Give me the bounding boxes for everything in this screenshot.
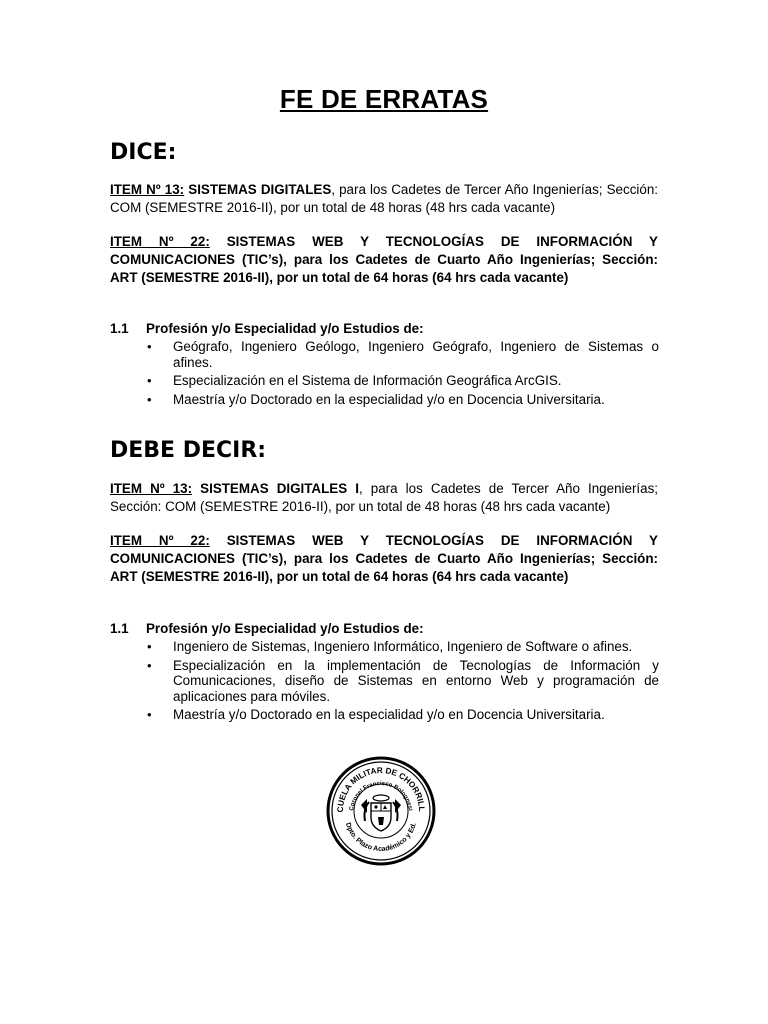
dice-item-22-text: SISTEMAS WEB Y TECNOLOGÍAS DE INFORMACIÓN Y COMUNICACIONES (TIC’s), para los Cadetes de Cuarto Año Ingenierías; Sección: ART (SEMESTRE 2016-II), por un total de 64 horas (64 hrs cada vacante) — [110, 234, 658, 285]
dice-item-22 — [110, 233, 658, 287]
seal-bottom-text: Dpto. Plazo Académico y Ed. — [343, 821, 418, 854]
official-seal-icon — [325, 755, 437, 867]
dice-item-13-text: , para los Cadetes de Tercer Año Ingenierías; Sección: COM (SEMESTRE 2016-II), por un total de 48 horas (48 hrs cada vacante) — [110, 182, 658, 215]
debe-decir-item-13-text: , para los Cadetes de Tercer Año Ingenierías; Sección: COM (SEMESTRE 2016-II), por un total de 48 horas (48 hrs cada vacante) — [110, 481, 658, 514]
dice-item-22-label: ITEM Nº 22: — [110, 234, 210, 249]
list-item: • Geógrafo, Ingeniero Geólogo, Ingeniero Geógrafo, Ingeniero de Sistemas o afines. — [145, 339, 659, 370]
seal-outer-text: CUELA MILITAR DE CHORRILL — [335, 765, 427, 813]
debe-decir-item-13 — [110, 480, 658, 516]
debe-decir-subsection — [110, 621, 424, 636]
debe-decir-item-22-label: ITEM Nº 22: — [110, 533, 210, 548]
list-item: • Especialización en el Sistema de Información Geográfica ArcGIS. — [145, 373, 659, 389]
dice-subsection-number: 1.1 — [110, 321, 129, 336]
dice-item-13-label: ITEM Nº 13: — [110, 182, 185, 197]
list-item: • Maestría y/o Doctorado en la especialidad y/o en Docencia Universitaria. — [145, 392, 659, 408]
debe-decir-heading: DEBE DECIR: — [110, 438, 267, 463]
debe-decir-item-13-name: SISTEMAS DIGITALES I — [200, 481, 359, 496]
list-item: • Ingeniero de Sistemas, Ingeniero Informático, Ingeniero de Software o afines. — [145, 639, 659, 655]
list-item: • Maestría y/o Doctorado en la especialidad y/o en Docencia Universitaria. — [145, 707, 659, 723]
svg-text:Dpto. Plazo Académico y Ed. — [344, 822, 418, 853]
debe-decir-item-22-text: SISTEMAS WEB Y TECNOLOGÍAS DE INFORMACIÓN Y COMUNICACIONES (TIC’s), para los Cadetes de Cuarto Año Ingenierías; Sección: ART (SEMESTRE 2016-II), por un total de 64 horas (64 hrs cada vacante) — [110, 533, 658, 584]
seal-graphic — [325, 755, 437, 867]
dice-subsection — [110, 321, 424, 336]
document-title: FE DE ERRATAS — [279, 84, 489, 114]
dice-item-13-name: SISTEMAS DIGITALES — [188, 182, 332, 197]
debe-decir-subsection-number: 1.1 — [110, 621, 129, 636]
dice-subsection-label: Profesión y/o Especialidad y/o Estudios de: — [146, 321, 424, 336]
debe-decir-item-22 — [110, 532, 658, 586]
debe-decir-item-13-label: ITEM Nº 13: — [110, 481, 193, 496]
seal-inner-text: Coronel Francisco Bolognesi — [349, 780, 413, 812]
debe-decir-bullet-list — [145, 639, 659, 726]
dice-heading: DICE: — [110, 140, 177, 165]
list-item: • Especialización en la implementación de Tecnologías de Información y Comunicaciones, diseño de Sistemas en entorno Web y programación de aplicaciones para móviles. — [145, 658, 659, 705]
dice-item-13 — [110, 181, 658, 217]
dice-bullet-list — [145, 339, 659, 410]
debe-decir-subsection-label: Profesión y/o Especialidad y/o Estudios de: — [146, 621, 424, 636]
